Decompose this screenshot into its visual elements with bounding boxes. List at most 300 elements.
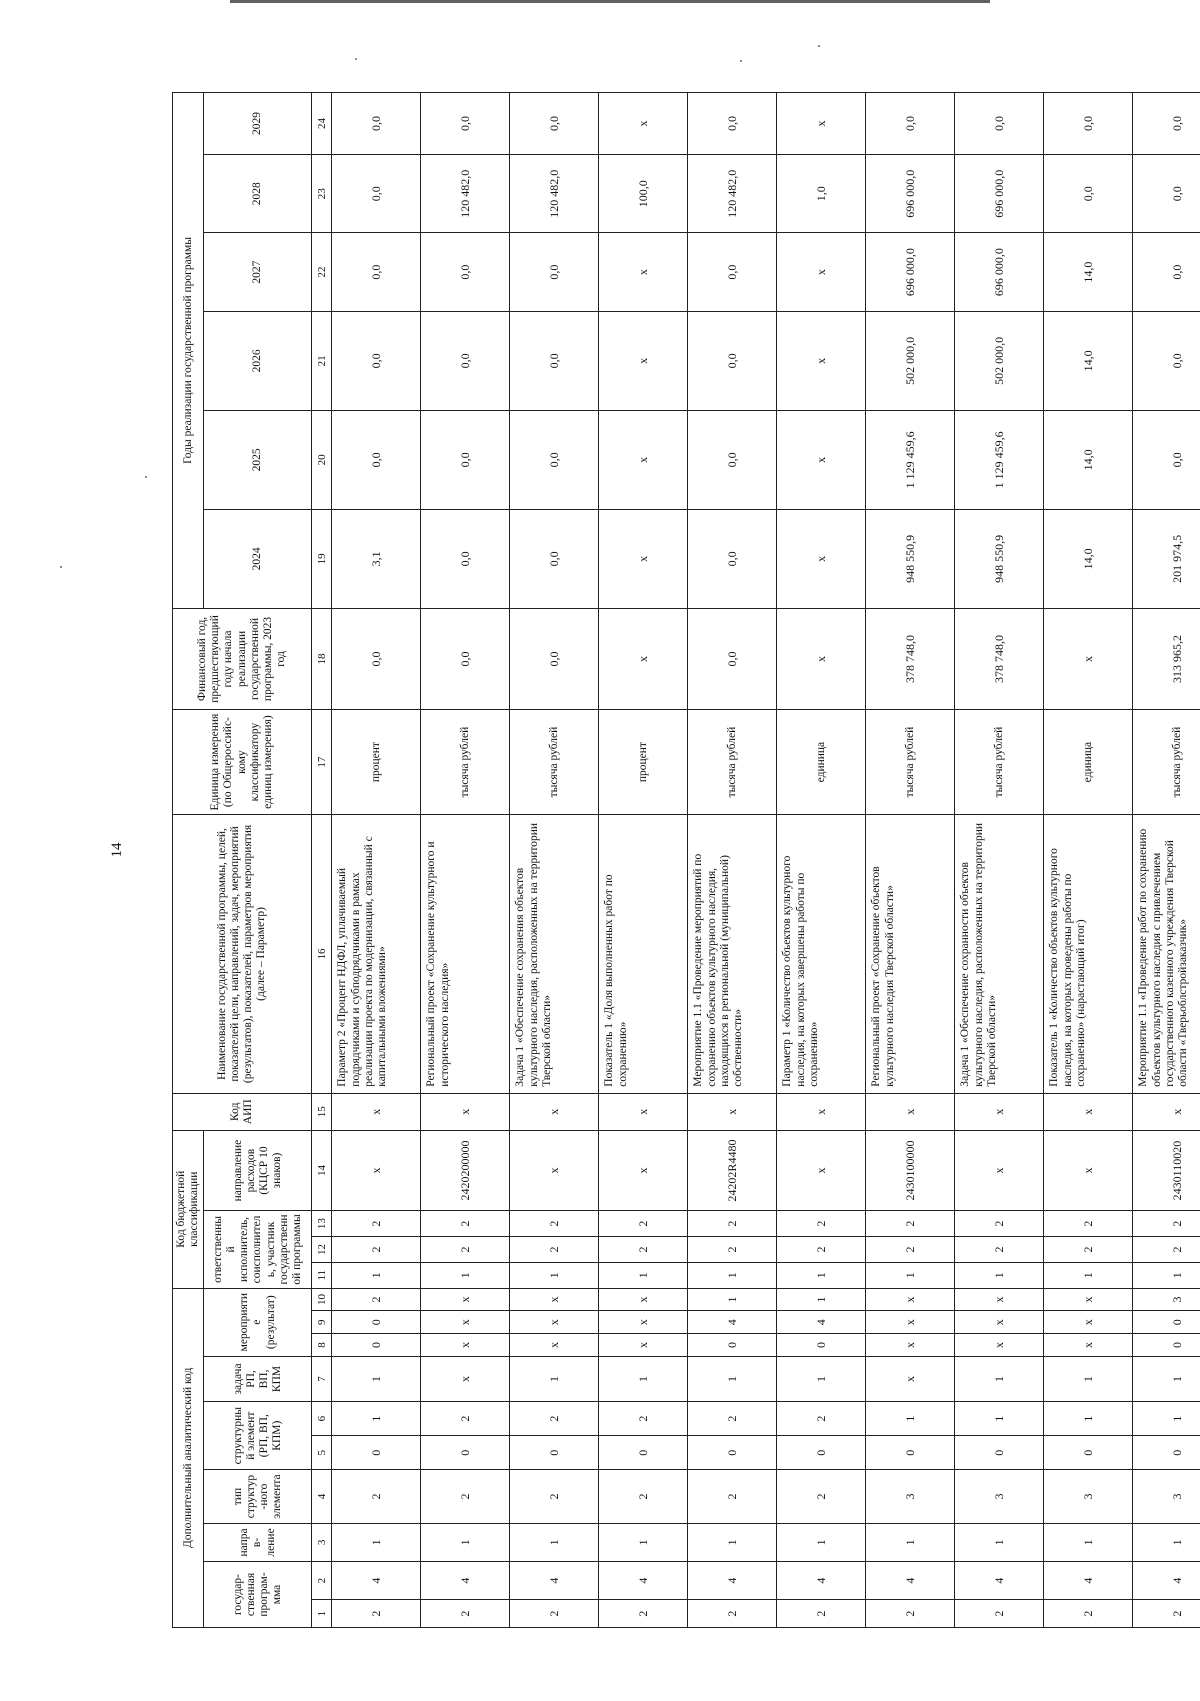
code-cell: 1 (332, 1262, 421, 1288)
code-cell: 0 (1133, 1334, 1200, 1357)
code-cell: 0 (955, 1436, 1044, 1470)
year-value-cell: 0,0 (955, 93, 1044, 155)
unit-cell: тысяча рублей (866, 709, 955, 814)
year-value-cell: 0,0 (688, 93, 777, 155)
column-number: 18 (312, 608, 332, 709)
year-value-cell: x (777, 509, 866, 608)
year-value-cell: 0,0 (421, 509, 510, 608)
year-value-cell: 0,0 (1133, 410, 1200, 509)
code-cell: 4 (1133, 1562, 1200, 1600)
header-years-title: Годы реализации государственной программы (173, 93, 204, 609)
year-value-cell: 0,0 (688, 233, 777, 311)
year-value-cell: 14,0 (1044, 509, 1133, 608)
year-value-cell: 14,0 (1044, 410, 1133, 509)
code-cell: 2 (421, 1237, 510, 1263)
code-cell: 1 (866, 1262, 955, 1288)
year-value-cell: 502 000,0 (866, 311, 955, 410)
code-cell: 1 (421, 1262, 510, 1288)
code-cell: 2 (599, 1211, 688, 1237)
code-cell: 0 (332, 1334, 421, 1357)
table-row (1133, 93, 1200, 1628)
code-cell: 4 (688, 1562, 777, 1600)
fin-year-value-cell: 0,0 (332, 608, 421, 709)
code-cell: 1 (510, 1523, 599, 1561)
code-cell: 2 (688, 1237, 777, 1263)
header-year-2025: 2025 (204, 410, 312, 509)
code-cell: 0 (688, 1334, 777, 1357)
code-cell: 4 (332, 1562, 421, 1600)
column-number: 11 (312, 1262, 332, 1288)
code-cell: x (421, 1311, 510, 1334)
column-number: 14 (312, 1130, 332, 1210)
code-cell: 2 (1044, 1237, 1133, 1263)
code-cell: x (866, 1093, 955, 1130)
code-cell: 2 (777, 1600, 866, 1628)
rotated-table-container (172, 92, 1200, 1628)
code-cell: x (599, 1311, 688, 1334)
unit-cell: единица (1044, 709, 1133, 814)
header-struct: структурный элемент (РП, ВП, КПМ) (204, 1402, 312, 1470)
year-value-cell: 1 129 459,6 (866, 410, 955, 509)
header-otv: ответственный исполнитель, соисполнитель, участник государственной программы (204, 1211, 312, 1288)
header-dop-code: Дополнительный аналитический код (173, 1288, 204, 1627)
year-value-cell: 0,0 (688, 509, 777, 608)
item-name-cell: Мероприятие 1.1 «Проведение мероприятий по сохранению объектов культурного наследия, находящихся в региональной (муниципальной) собственности» (688, 815, 777, 1094)
column-number: 7 (312, 1356, 332, 1401)
year-value-cell: 0,0 (1133, 155, 1200, 233)
code-cell: 0 (421, 1436, 510, 1470)
year-value-cell: 696 000,0 (955, 233, 1044, 311)
header-year-2027: 2027 (204, 233, 312, 311)
code-cell: 2 (599, 1600, 688, 1628)
code-cell: 2 (777, 1237, 866, 1263)
code-cell: x (688, 1093, 777, 1130)
code-cell: x (955, 1311, 1044, 1334)
unit-cell: тысяча рублей (955, 709, 1044, 814)
code-cell: 1 (1044, 1523, 1133, 1561)
code-cell: x (421, 1356, 510, 1401)
code-cell: x (866, 1288, 955, 1311)
column-number: 17 (312, 709, 332, 814)
code-cell: 0 (599, 1436, 688, 1470)
code-cell: x (332, 1130, 421, 1210)
year-value-cell: 0,0 (510, 93, 599, 155)
column-number: 21 (312, 311, 332, 410)
code-cell: 1 (599, 1356, 688, 1401)
code-cell: 3 (1133, 1288, 1200, 1311)
header-merop: мероприятие (результат) (204, 1288, 312, 1356)
code-cell: 0 (777, 1436, 866, 1470)
year-value-cell: 120 482,0 (421, 155, 510, 233)
code-cell: x (955, 1334, 1044, 1357)
code-cell: x (955, 1093, 1044, 1130)
unit-cell: тысяча рублей (421, 709, 510, 814)
code-cell: x (1044, 1130, 1133, 1210)
year-value-cell: 0,0 (332, 155, 421, 233)
year-value-cell: 120 482,0 (510, 155, 599, 233)
code-cell: 1 (955, 1356, 1044, 1401)
item-name-cell: Мероприятие 1.1 «Проведение работ по сохранению объектов культурного наследия с привлечением государственного казенного учреждения Тверской области «Тверьоблстройзаказчик» (1133, 815, 1200, 1094)
code-cell: x (777, 1093, 866, 1130)
year-value-cell: x (599, 93, 688, 155)
code-cell: 4 (777, 1311, 866, 1334)
code-cell: 0 (1044, 1436, 1133, 1470)
scan-speck (355, 58, 357, 60)
column-number: 8 (312, 1334, 332, 1357)
code-cell: 2 (599, 1402, 688, 1436)
year-value-cell: 696 000,0 (955, 155, 1044, 233)
table-row (777, 93, 866, 1628)
code-cell: 4 (510, 1562, 599, 1600)
column-number-row (312, 93, 332, 1628)
code-cell: 2 (421, 1211, 510, 1237)
fin-year-value-cell: 0,0 (421, 608, 510, 709)
year-value-cell: 14,0 (1044, 233, 1133, 311)
year-value-cell: 0,0 (688, 410, 777, 509)
code-cell: 2430100000 (866, 1130, 955, 1210)
code-cell: x (510, 1311, 599, 1334)
year-value-cell: 0,0 (510, 233, 599, 311)
year-value-cell: 3,1 (332, 509, 421, 608)
code-cell: 1 (332, 1356, 421, 1401)
column-number: 13 (312, 1211, 332, 1237)
year-value-cell: 0,0 (1044, 93, 1133, 155)
code-cell: x (510, 1288, 599, 1311)
header-year-2026: 2026 (204, 311, 312, 410)
fin-year-value-cell: 0,0 (688, 608, 777, 709)
code-cell: 1 (1044, 1356, 1133, 1401)
item-name-cell: Параметр 2 «Процент НДФЛ, уплачиваемый подрядчиками и субподрядчиками в рамках реализации проекта по модернизации, связанный с капитальными вложениями» (332, 815, 421, 1094)
code-cell: x (955, 1130, 1044, 1210)
code-cell: 4 (1044, 1562, 1133, 1600)
unit-cell: процент (332, 709, 421, 814)
code-cell: 1 (688, 1356, 777, 1401)
scan-artifact-line (230, 0, 990, 3)
item-name-cell: Региональный проект «Сохранение культурного и исторического наследия» (421, 815, 510, 1094)
column-number: 20 (312, 410, 332, 509)
code-cell: x (1044, 1311, 1133, 1334)
code-cell: x (599, 1093, 688, 1130)
item-name-cell: Задача 1 «Обеспечение сохранности объектов культурного наследия, расположенных на территории Тверской области» (955, 815, 1044, 1094)
code-cell: x (1044, 1288, 1133, 1311)
code-cell: 1 (332, 1402, 421, 1436)
code-cell: x (332, 1093, 421, 1130)
header-tip: тип структур-ного элемента (204, 1470, 312, 1524)
code-cell: x (421, 1093, 510, 1130)
code-cell: 2 (510, 1470, 599, 1524)
code-cell: 0 (688, 1436, 777, 1470)
fin-year-value-cell: x (777, 608, 866, 709)
code-cell: 1 (599, 1523, 688, 1561)
table-row (688, 93, 777, 1628)
year-value-cell: 0,0 (510, 311, 599, 410)
code-cell: 0 (332, 1436, 421, 1470)
code-cell: 1 (955, 1262, 1044, 1288)
year-value-cell: 0,0 (1044, 155, 1133, 233)
header-name: Наименование государственной программы, целей, показателей цели, направлений, задач, мероприятий (результатов), показателей, параметров мероприятия (далее – Параметр) (173, 815, 312, 1094)
column-number: 3 (312, 1523, 332, 1561)
code-cell: 4 (955, 1562, 1044, 1600)
header-gp: государ-ственная програм-мма (204, 1562, 312, 1628)
column-number: 19 (312, 509, 332, 608)
code-cell: x (1044, 1093, 1133, 1130)
year-value-cell: 100,0 (599, 155, 688, 233)
code-cell: 2 (1044, 1211, 1133, 1237)
year-value-cell: x (777, 93, 866, 155)
year-value-cell: 0,0 (1133, 311, 1200, 410)
code-cell: 2 (510, 1211, 599, 1237)
fin-year-value-cell: 313 965,2 (1133, 608, 1200, 709)
code-cell: 0 (1133, 1436, 1200, 1470)
code-cell: 4 (866, 1562, 955, 1600)
column-number: 10 (312, 1288, 332, 1311)
code-cell: 2 (510, 1402, 599, 1436)
code-cell: 2 (421, 1600, 510, 1628)
year-value-cell: 1,0 (777, 155, 866, 233)
column-number: 5 (312, 1436, 332, 1470)
code-cell: 2 (1044, 1600, 1133, 1628)
code-cell: 2 (688, 1600, 777, 1628)
code-cell: 1 (688, 1288, 777, 1311)
code-cell: 1 (777, 1288, 866, 1311)
column-number: 2 (312, 1562, 332, 1600)
item-name-cell: Параметр 1 «Количество объектов культурного наследия, на которых завершены работы по сохранению» (777, 815, 866, 1094)
year-value-cell: 0,0 (1133, 93, 1200, 155)
table-row (510, 93, 599, 1628)
year-value-cell: x (599, 509, 688, 608)
unit-cell: тысяча рублей (1133, 709, 1200, 814)
code-cell: x (510, 1093, 599, 1130)
code-cell: 2 (1133, 1600, 1200, 1628)
year-value-cell: x (599, 311, 688, 410)
column-number: 24 (312, 93, 332, 155)
scan-speck (818, 45, 820, 47)
code-cell: 2 (688, 1402, 777, 1436)
code-cell: 1 (1133, 1262, 1200, 1288)
code-cell: 1 (1133, 1402, 1200, 1436)
year-value-cell: 0,0 (866, 93, 955, 155)
year-value-cell: 0,0 (421, 311, 510, 410)
header-fin-year: Финансовый год, предшествующий году начала реализации государственной программы, 2023 год (173, 608, 312, 709)
code-cell: 2 (688, 1211, 777, 1237)
code-cell: 2 (510, 1600, 599, 1628)
code-cell: 1 (1133, 1523, 1200, 1561)
code-cell: x (777, 1130, 866, 1210)
code-cell: 2 (777, 1470, 866, 1524)
year-value-cell: 0,0 (510, 509, 599, 608)
code-cell: 2 (688, 1470, 777, 1524)
header-napr-rash: направление расходов (КЦСР 10 знаков) (204, 1130, 312, 1210)
code-cell: 0 (332, 1311, 421, 1334)
code-cell: x (1133, 1093, 1200, 1130)
header-napr: направ-ление (204, 1523, 312, 1561)
code-cell: 2 (1133, 1237, 1200, 1263)
code-cell: 1 (510, 1262, 599, 1288)
code-cell: 4 (777, 1562, 866, 1600)
item-name-cell: Показатель 1 «Доля выполненных работ по сохранению» (599, 815, 688, 1094)
code-cell: 2430110020 (1133, 1130, 1200, 1210)
code-cell: x (599, 1130, 688, 1210)
code-cell: 2 (421, 1470, 510, 1524)
table-row (332, 93, 421, 1628)
code-cell: 3 (866, 1470, 955, 1524)
code-cell: x (866, 1356, 955, 1401)
code-cell: 0 (866, 1436, 955, 1470)
code-cell: x (866, 1334, 955, 1357)
code-cell: x (599, 1288, 688, 1311)
year-value-cell: x (599, 233, 688, 311)
unit-cell: тысяча рублей (688, 709, 777, 814)
code-cell: 2 (332, 1237, 421, 1263)
code-cell: 3 (955, 1470, 1044, 1524)
code-cell: 2 (866, 1600, 955, 1628)
code-cell: 1 (510, 1356, 599, 1401)
code-cell: 1 (955, 1523, 1044, 1561)
code-cell: 0 (1133, 1311, 1200, 1334)
year-value-cell: 0,0 (421, 93, 510, 155)
table-row (955, 93, 1044, 1628)
code-cell: 1 (421, 1523, 510, 1561)
year-value-cell: x (599, 410, 688, 509)
code-cell: x (421, 1288, 510, 1311)
header-zadacha: задача РП, ВП, КПМ (204, 1356, 312, 1401)
code-cell: 2 (599, 1470, 688, 1524)
header-unit: Единица измерения (по Общероссийс-кому классификатору единиц измерения) (173, 709, 312, 814)
column-number: 15 (312, 1093, 332, 1130)
year-value-cell: 696 000,0 (866, 155, 955, 233)
code-cell: 1 (599, 1262, 688, 1288)
code-cell: 1 (688, 1523, 777, 1561)
column-number: 4 (312, 1470, 332, 1524)
code-cell: 1 (688, 1262, 777, 1288)
code-cell: 0 (777, 1334, 866, 1357)
table-row (866, 93, 955, 1628)
scan-speck (60, 566, 62, 568)
program-table (172, 92, 1200, 1628)
code-cell: 2 (866, 1211, 955, 1237)
code-cell: x (955, 1288, 1044, 1311)
year-value-cell: 502 000,0 (955, 311, 1044, 410)
fin-year-value-cell: x (1044, 608, 1133, 709)
code-cell: 24202R4480 (688, 1130, 777, 1210)
table-row (1044, 93, 1133, 1628)
column-number: 1 (312, 1600, 332, 1628)
year-value-cell: 696 000,0 (866, 233, 955, 311)
code-cell: 3 (1044, 1470, 1133, 1524)
column-number: 16 (312, 815, 332, 1094)
year-value-cell: x (777, 233, 866, 311)
code-cell: 2 (955, 1237, 1044, 1263)
code-cell: 1 (866, 1523, 955, 1561)
year-value-cell: 0,0 (332, 233, 421, 311)
item-name-cell: Задача 1 «Обеспечение сохранения объектов культурного наследия, расположенных на территории Тверской области» (510, 815, 599, 1094)
year-value-cell: 948 550,9 (866, 509, 955, 608)
year-value-cell: 14,0 (1044, 311, 1133, 410)
code-cell: 0 (510, 1436, 599, 1470)
page-number: 14 (109, 842, 125, 858)
code-cell: 1 (1044, 1262, 1133, 1288)
code-cell: x (510, 1130, 599, 1210)
table-row (421, 93, 510, 1628)
year-value-cell: 948 550,9 (955, 509, 1044, 608)
code-cell: 2 (866, 1237, 955, 1263)
code-cell: 1 (866, 1402, 955, 1436)
code-cell: x (421, 1334, 510, 1357)
code-cell: 2 (599, 1237, 688, 1263)
column-number: 23 (312, 155, 332, 233)
item-name-cell: Региональный проект «Сохранение объектов культурного наследия Тверской области» (866, 815, 955, 1094)
code-cell: 2 (421, 1402, 510, 1436)
code-cell: 1 (777, 1262, 866, 1288)
year-value-cell: 0,0 (332, 410, 421, 509)
code-cell: 1 (955, 1402, 1044, 1436)
code-cell: 2 (332, 1211, 421, 1237)
fin-year-value-cell: 0,0 (510, 608, 599, 709)
code-cell: 2 (955, 1211, 1044, 1237)
unit-cell: процент (599, 709, 688, 814)
year-value-cell: 0,0 (332, 311, 421, 410)
year-value-cell: 0,0 (421, 233, 510, 311)
code-cell: x (866, 1311, 955, 1334)
year-value-cell: 0,0 (688, 311, 777, 410)
scan-speck (740, 60, 742, 62)
code-cell: 1 (777, 1356, 866, 1401)
year-value-cell: x (777, 311, 866, 410)
fin-year-value-cell: x (599, 608, 688, 709)
code-cell: 1 (777, 1523, 866, 1561)
code-cell: 2 (1133, 1211, 1200, 1237)
year-value-cell: 201 974,5 (1133, 509, 1200, 608)
header-year-2028: 2028 (204, 155, 312, 233)
column-number: 22 (312, 233, 332, 311)
fin-year-value-cell: 378 748,0 (955, 608, 1044, 709)
table-row (599, 93, 688, 1628)
column-number: 12 (312, 1237, 332, 1263)
column-number: 9 (312, 1311, 332, 1334)
code-cell: 2 (332, 1288, 421, 1311)
code-cell: x (510, 1334, 599, 1357)
code-cell: x (1044, 1334, 1133, 1357)
code-cell: 2 (332, 1600, 421, 1628)
year-value-cell: 1 129 459,6 (955, 410, 1044, 509)
header-year-2029: 2029 (204, 93, 312, 155)
year-value-cell: 0,0 (1133, 233, 1200, 311)
code-cell: 3 (1133, 1470, 1200, 1524)
year-value-cell: 0,0 (510, 410, 599, 509)
code-cell: x (599, 1334, 688, 1357)
item-name-cell: Показатель 1 «Количество объектов культурного наследия, на которых проведены работы по сохранению» (нарастающий итог) (1044, 815, 1133, 1094)
code-cell: 1 (1044, 1402, 1133, 1436)
code-cell: 4 (599, 1562, 688, 1600)
code-cell: 2 (777, 1211, 866, 1237)
unit-cell: единица (777, 709, 866, 814)
code-cell: 2420200000 (421, 1130, 510, 1210)
year-value-cell: x (777, 410, 866, 509)
code-cell: 1 (332, 1523, 421, 1561)
year-value-cell: 0,0 (332, 93, 421, 155)
code-cell: 2 (777, 1402, 866, 1436)
code-cell: 4 (421, 1562, 510, 1600)
code-cell: 1 (1133, 1356, 1200, 1401)
unit-cell: тысяча рублей (510, 709, 599, 814)
year-value-cell: 120 482,0 (688, 155, 777, 233)
header-aip: Код АИП (173, 1093, 312, 1130)
year-value-cell: 0,0 (421, 410, 510, 509)
code-cell: 2 (332, 1470, 421, 1524)
header-budget-code: Код бюджетной классификации (173, 1130, 204, 1288)
code-cell: 2 (510, 1237, 599, 1263)
column-number: 6 (312, 1402, 332, 1436)
